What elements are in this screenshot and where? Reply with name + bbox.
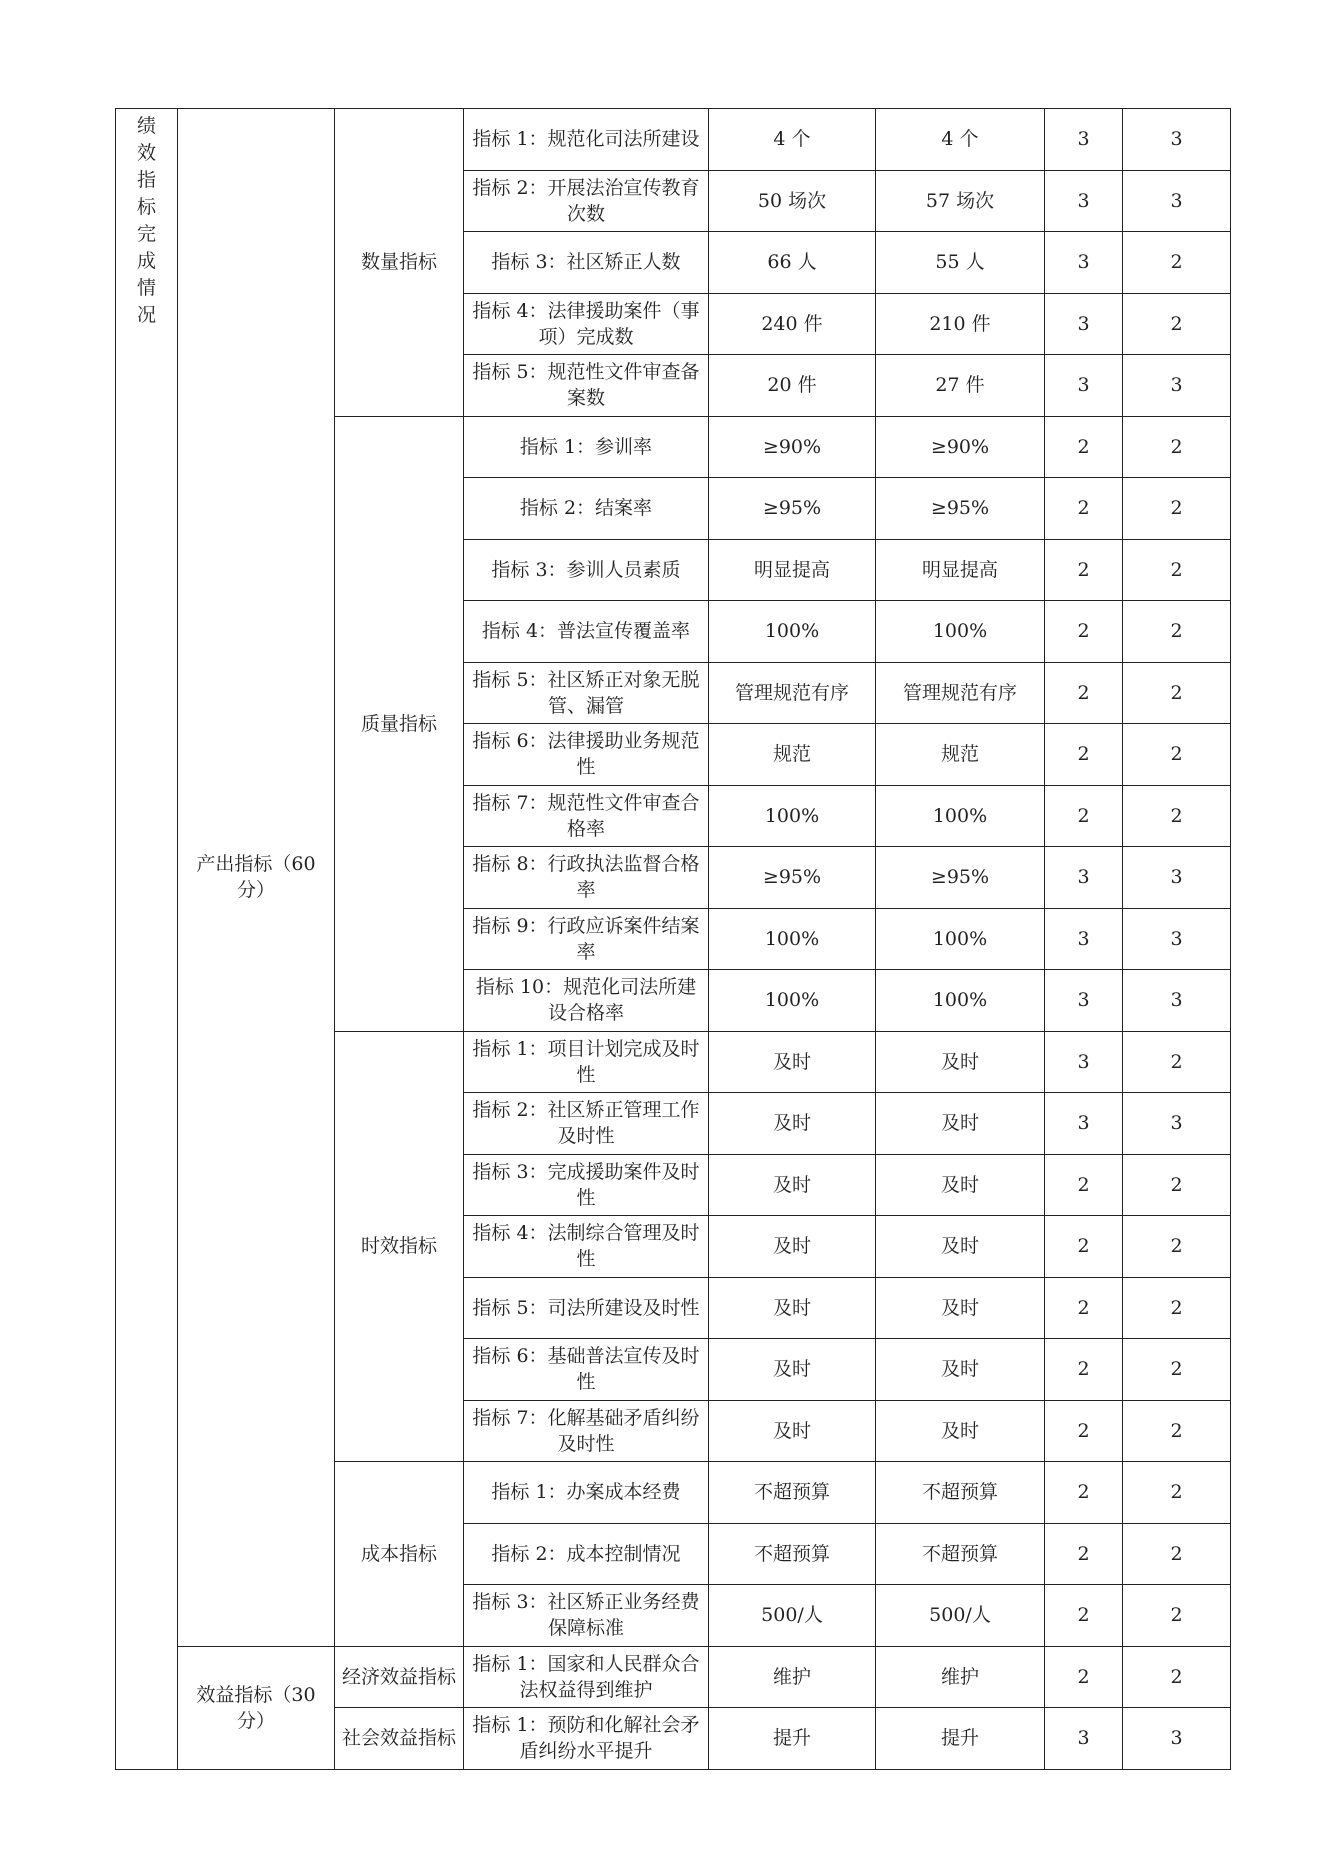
actual-value: 管理规范有序 xyxy=(876,662,1045,724)
indicator-name: 指标 4：普法宣传覆盖率 xyxy=(464,601,709,663)
actual-value: ≥95% xyxy=(876,847,1045,909)
level2-indicator: 经济效益指标 xyxy=(335,1646,464,1708)
target-value: 240 件 xyxy=(709,293,876,355)
section-label-cell xyxy=(116,109,178,1770)
weight-value: 2 xyxy=(1045,1646,1123,1708)
actual-value: 不超预算 xyxy=(876,1462,1045,1524)
indicator-name: 指标 2：结案率 xyxy=(464,478,709,540)
actual-value: 55 人 xyxy=(876,232,1045,294)
weight-value: 2 xyxy=(1045,539,1123,601)
target-value: 不超预算 xyxy=(709,1462,876,1524)
indicator-name: 指标 6：基础普法宣传及时性 xyxy=(464,1339,709,1401)
score-value: 2 xyxy=(1123,1154,1231,1216)
indicator-name: 指标 5：社区矫正对象无脱管、漏管 xyxy=(464,662,709,724)
actual-value: 明显提高 xyxy=(876,539,1045,601)
score-value: 3 xyxy=(1123,109,1231,171)
indicator-name: 指标 9：行政应诉案件结案率 xyxy=(464,908,709,970)
target-value: 及时 xyxy=(709,1277,876,1339)
table-row xyxy=(116,1646,1231,1708)
indicator-name: 指标 7：规范性文件审查合格率 xyxy=(464,785,709,847)
weight-value: 2 xyxy=(1045,1216,1123,1278)
weight-value: 2 xyxy=(1045,478,1123,540)
weight-value: 3 xyxy=(1045,970,1123,1032)
table-body xyxy=(116,109,1231,1770)
target-value: 维护 xyxy=(709,1646,876,1708)
indicator-name: 指标 5：司法所建设及时性 xyxy=(464,1277,709,1339)
score-value: 2 xyxy=(1123,1462,1231,1524)
target-value: 20 件 xyxy=(709,355,876,417)
score-value: 3 xyxy=(1123,355,1231,417)
actual-value: 提升 xyxy=(876,1708,1045,1770)
indicator-name: 指标 4：法律援助案件（事项）完成数 xyxy=(464,293,709,355)
target-value: 明显提高 xyxy=(709,539,876,601)
actual-value: 500/人 xyxy=(876,1585,1045,1647)
actual-value: 不超预算 xyxy=(876,1523,1045,1585)
actual-value: 及时 xyxy=(876,1400,1045,1462)
actual-value: 及时 xyxy=(876,1093,1045,1155)
score-value: 3 xyxy=(1123,1093,1231,1155)
weight-value: 3 xyxy=(1045,908,1123,970)
indicator-name: 指标 1：国家和人民群众合法权益得到维护 xyxy=(464,1646,709,1708)
indicator-name: 指标 2：成本控制情况 xyxy=(464,1523,709,1585)
weight-value: 2 xyxy=(1045,416,1123,478)
weight-value: 3 xyxy=(1045,232,1123,294)
level1-indicator: 效益指标（30分） xyxy=(178,1646,335,1769)
indicator-name: 指标 5：规范性文件审查备案数 xyxy=(464,355,709,417)
weight-value: 3 xyxy=(1045,1093,1123,1155)
level2-indicator: 社会效益指标 xyxy=(335,1708,464,1770)
level2-indicator: 成本指标 xyxy=(335,1462,464,1647)
actual-value: ≥90% xyxy=(876,416,1045,478)
target-value: 提升 xyxy=(709,1708,876,1770)
indicator-name: 指标 3：社区矫正业务经费保障标准 xyxy=(464,1585,709,1647)
target-value: 4 个 xyxy=(709,109,876,171)
weight-value: 3 xyxy=(1045,1031,1123,1093)
indicator-name: 指标 4：法制综合管理及时性 xyxy=(464,1216,709,1278)
score-value: 3 xyxy=(1123,970,1231,1032)
actual-value: 100% xyxy=(876,908,1045,970)
target-value: ≥90% xyxy=(709,416,876,478)
score-value: 2 xyxy=(1123,478,1231,540)
indicator-name: 指标 1：办案成本经费 xyxy=(464,1462,709,1524)
indicator-name: 指标 1：预防和化解社会矛盾纠纷水平提升 xyxy=(464,1708,709,1770)
score-value: 3 xyxy=(1123,847,1231,909)
level1-indicator: 产出指标（60分） xyxy=(178,109,335,1647)
target-value: 100% xyxy=(709,908,876,970)
target-value: 规范 xyxy=(709,724,876,786)
weight-value: 3 xyxy=(1045,293,1123,355)
indicator-name: 指标 1：项目计划完成及时性 xyxy=(464,1031,709,1093)
weight-value: 2 xyxy=(1045,662,1123,724)
actual-value: 及时 xyxy=(876,1277,1045,1339)
score-value: 2 xyxy=(1123,1585,1231,1647)
weight-value: 2 xyxy=(1045,1462,1123,1524)
table-row xyxy=(116,109,1231,171)
weight-value: 2 xyxy=(1045,724,1123,786)
level2-indicator: 时效指标 xyxy=(335,1031,464,1462)
target-value: 不超预算 xyxy=(709,1523,876,1585)
performance-indicator-table xyxy=(115,108,1231,1770)
target-value: 100% xyxy=(709,601,876,663)
weight-value: 2 xyxy=(1045,1277,1123,1339)
indicator-name: 指标 3：完成援助案件及时性 xyxy=(464,1154,709,1216)
weight-value: 3 xyxy=(1045,1708,1123,1770)
indicator-name: 指标 3：社区矫正人数 xyxy=(464,232,709,294)
score-value: 2 xyxy=(1123,293,1231,355)
weight-value: 2 xyxy=(1045,1523,1123,1585)
score-value: 2 xyxy=(1123,1523,1231,1585)
score-value: 2 xyxy=(1123,601,1231,663)
level2-indicator: 质量指标 xyxy=(335,416,464,1031)
target-value: 及时 xyxy=(709,1339,876,1401)
indicator-name: 指标 8：行政执法监督合格率 xyxy=(464,847,709,909)
score-value: 3 xyxy=(1123,908,1231,970)
weight-value: 2 xyxy=(1045,1154,1123,1216)
actual-value: 维护 xyxy=(876,1646,1045,1708)
target-value: 管理规范有序 xyxy=(709,662,876,724)
score-value: 2 xyxy=(1123,232,1231,294)
actual-value: 及时 xyxy=(876,1339,1045,1401)
indicator-name: 指标 7：化解基础矛盾纠纷及时性 xyxy=(464,1400,709,1462)
weight-value: 2 xyxy=(1045,1339,1123,1401)
indicator-name: 指标 6：法律援助业务规范性 xyxy=(464,724,709,786)
weight-value: 3 xyxy=(1045,109,1123,171)
indicator-name: 指标 1：规范化司法所建设 xyxy=(464,109,709,171)
score-value: 2 xyxy=(1123,416,1231,478)
actual-value: 4 个 xyxy=(876,109,1045,171)
weight-value: 2 xyxy=(1045,1400,1123,1462)
level2-indicator: 数量指标 xyxy=(335,109,464,417)
target-value: 100% xyxy=(709,785,876,847)
score-value: 2 xyxy=(1123,785,1231,847)
score-value: 2 xyxy=(1123,1400,1231,1462)
actual-value: 100% xyxy=(876,970,1045,1032)
target-value: ≥95% xyxy=(709,478,876,540)
actual-value: 及时 xyxy=(876,1031,1045,1093)
score-value: 2 xyxy=(1123,1339,1231,1401)
indicator-name: 指标 2：社区矫正管理工作及时性 xyxy=(464,1093,709,1155)
section-label: 绩效指标完成情况 xyxy=(136,115,156,326)
target-value: 66 人 xyxy=(709,232,876,294)
score-value: 2 xyxy=(1123,662,1231,724)
target-value: 及时 xyxy=(709,1093,876,1155)
score-value: 3 xyxy=(1123,170,1231,232)
target-value: 500/人 xyxy=(709,1585,876,1647)
score-value: 2 xyxy=(1123,1277,1231,1339)
indicator-name: 指标 10：规范化司法所建设合格率 xyxy=(464,970,709,1032)
weight-value: 2 xyxy=(1045,601,1123,663)
indicator-name: 指标 1：参训率 xyxy=(464,416,709,478)
target-value: 及时 xyxy=(709,1154,876,1216)
target-value: 及时 xyxy=(709,1216,876,1278)
weight-value: 3 xyxy=(1045,355,1123,417)
target-value: 及时 xyxy=(709,1400,876,1462)
indicator-name: 指标 2：开展法治宣传教育次数 xyxy=(464,170,709,232)
score-value: 2 xyxy=(1123,724,1231,786)
weight-value: 2 xyxy=(1045,785,1123,847)
actual-value: 57 场次 xyxy=(876,170,1045,232)
score-value: 2 xyxy=(1123,1646,1231,1708)
target-value: 50 场次 xyxy=(709,170,876,232)
score-value: 3 xyxy=(1123,1708,1231,1770)
weight-value: 3 xyxy=(1045,170,1123,232)
actual-value: 100% xyxy=(876,785,1045,847)
actual-value: 及时 xyxy=(876,1154,1045,1216)
weight-value: 2 xyxy=(1045,1585,1123,1647)
actual-value: ≥95% xyxy=(876,478,1045,540)
score-value: 2 xyxy=(1123,539,1231,601)
actual-value: 及时 xyxy=(876,1216,1045,1278)
target-value: 及时 xyxy=(709,1031,876,1093)
indicator-name: 指标 3：参训人员素质 xyxy=(464,539,709,601)
target-value: 100% xyxy=(709,970,876,1032)
weight-value: 3 xyxy=(1045,847,1123,909)
actual-value: 100% xyxy=(876,601,1045,663)
actual-value: 27 件 xyxy=(876,355,1045,417)
score-value: 2 xyxy=(1123,1216,1231,1278)
actual-value: 规范 xyxy=(876,724,1045,786)
actual-value: 210 件 xyxy=(876,293,1045,355)
target-value: ≥95% xyxy=(709,847,876,909)
score-value: 2 xyxy=(1123,1031,1231,1093)
